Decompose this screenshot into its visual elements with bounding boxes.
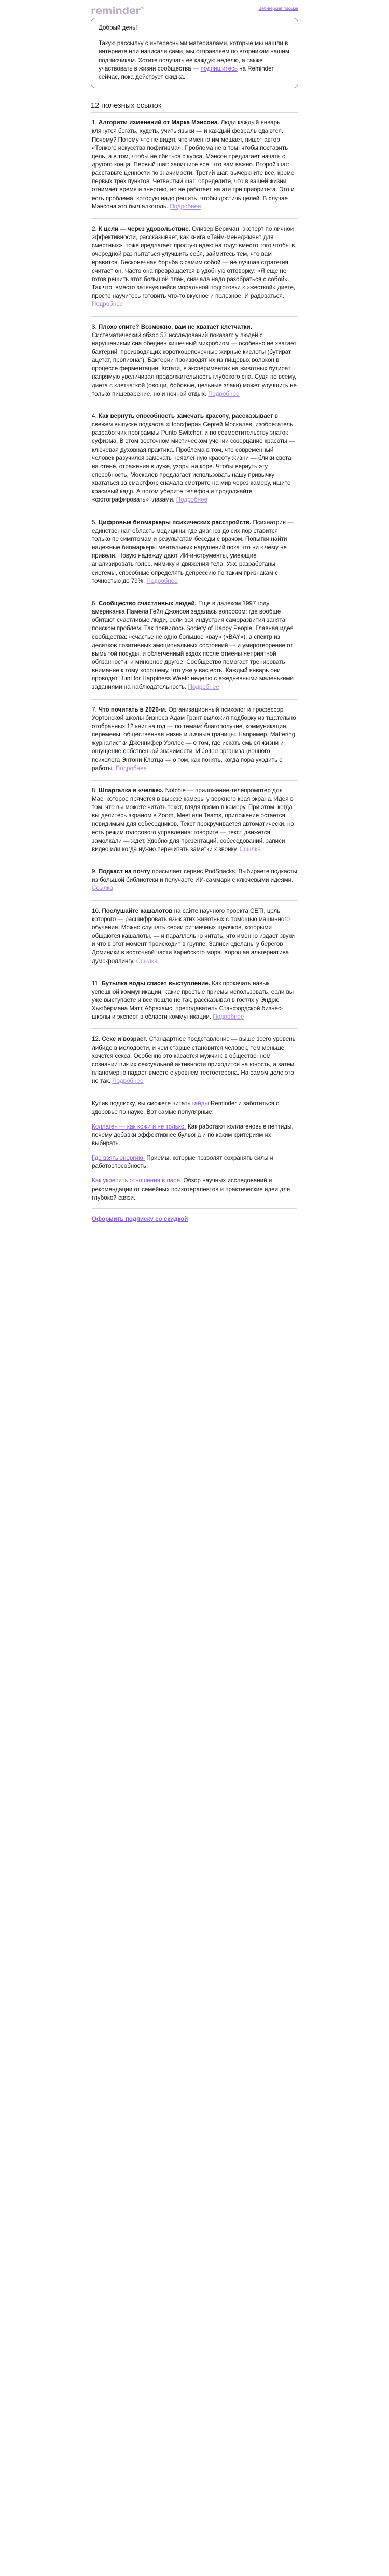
top-bar — [91, 0, 298, 16]
item-source-link[interactable]: Подробнее — [170, 203, 201, 210]
guide-text: Как работают коллагеновые пептиды, почему добавки эффективнее бульона и по каким критериям их выбирать. — [92, 1123, 294, 1147]
asterisk-icon: * — [140, 5, 144, 12]
item-number: 1. — [92, 119, 97, 127]
intro-text: Такую рассылку с интересными материалами, которые мы нашли в интернете или написали сами, мы отправляем по вторникам нашим подписчикам. Хотите получать ее каждую неделю, а также участвовать в жизни сообщества — подпишитесь на Reminder сейчас, пока действует скидка. — [99, 40, 289, 81]
item-number: 11. — [92, 980, 100, 987]
greeting: Добрый день! — [99, 24, 137, 31]
item-number: 10. — [92, 907, 101, 914]
intro-box — [91, 18, 298, 88]
guide-item — [92, 1123, 297, 1148]
item-title: Алгоритм изменений от Марка Мэнсона. — [98, 119, 219, 127]
item-text: Стандартное представление — выше всего уровень либидо в молодости, и чем старше становится человек, тем меньше хочется секса. Особенно это касается мужчин: в общественном сознании пик их сексуальной активности приходится на юность, а затем планомерно падает вместе с уровнем тестостерона. На самом деле это не так. — [92, 1036, 296, 1085]
guide-text: Приемы, которые позволят сохранять силы и работоспособность. — [92, 1154, 274, 1170]
item-source-link[interactable]: Ссылка — [92, 885, 114, 892]
list-item — [91, 112, 298, 218]
item-title: Бутылка воды спасет выступление. — [101, 980, 210, 987]
divider — [92, 1208, 297, 1209]
list-item — [91, 316, 298, 406]
item-number: 8. — [92, 787, 97, 794]
outro-section — [91, 1093, 298, 1223]
list-item — [91, 780, 298, 861]
guide-text: Обзор научных исследований и рекомендации от семейных психотерапевтов и практические идеи для глубокой связи. — [92, 1177, 290, 1201]
item-text: Систематический обзор 53 исследований показал: у людей с нарушениями сна обеднен кишечный микробиом — особенно не хватает бактерий, производящих короткоцепочечные жирные кислоты (бутират, ацетат, пропионат). Бактерии производят их из пищевых волокон в процессе ферментации. Кстати, в экспериментах на животных бутират напрямую увеличивал продолжительность глубокого сна. Судя по всему, диета с клетчаткой (овощи, бобовые, цельные злаки) может улучшить не только пищеварение, но и ночной отдых. — [92, 331, 297, 397]
item-title: Секс и возраст. — [102, 1036, 148, 1043]
item-number: 9. — [92, 868, 97, 875]
guides-list — [92, 1123, 297, 1202]
item-source-link[interactable]: Подробнее — [92, 301, 123, 308]
item-source-link[interactable]: Подробнее — [146, 577, 178, 584]
subscribe-cta-link[interactable]: Оформить подписку со скидкой — [92, 1215, 188, 1222]
item-title: Послушайте кашалотов — [102, 907, 173, 914]
item-text: на сайте научного проекта CETI, цель которого — расшифровать язык этих животных с помощью машинного обучения. Можно слушать серии ритмичных щелчков, которыми общаются кашалоты, — и параллельно читать, что именно издает звуки и что в этот момент происходит в группе. Записи сделаны у берегов Доминики в восточной части Карибского моря. Хорошая альтернатива думскроллингу. — [92, 907, 295, 965]
list-item — [91, 861, 298, 900]
item-number: 6. — [92, 600, 97, 607]
guide-link[interactable]: Где взять энергию. — [92, 1154, 145, 1162]
item-text: Психиатрия — единственная область медицины, где диагноз до сих пор ставится только по симптомам и результатам беседы с врачом. Попытки найти надежные биомаркеры ментальных нарушений пока что ни к чему не привели. Новую надежду дают ИИ-инструменты, умеющие анализировать голос, мимику и движения тела. Уже разработаны системы, способные определять депрессию по таким признакам с точностью до 79%. — [92, 519, 294, 584]
subscribe-link[interactable]: подпишитесь — [200, 65, 238, 72]
web-version-link[interactable]: Веб-версия письма — [258, 6, 298, 11]
guide-link[interactable]: Как укрепить отношения в паре. — [92, 1177, 182, 1185]
item-title: Подкаст на почту — [98, 868, 150, 875]
item-text: Еще в далеком 1997 году американка Памела Гейл Джонсон задалась вопросом: где вообще обитают счастливые люди, если вся индустрия саморазвития занята поиском проблем. Так появилось Society of Happy People. Главная идея сообщества: «счастье не одно большое «вау» («BAY»), а спектр из десятков позитивных эмоциональных состояний — и умиротворение от вымытой посуды, и облегченный вздох после отмены неприятной обязанности, и минорное другое. Сообщество помогает тренировать внимание к тому хорошему, что уже у вас есть. Каждый январь они проводят Hunt for Happiness Week: неделю с ежедневными маленькими заданиями на наблюдательность. — [92, 600, 294, 691]
item-source-link[interactable]: Подробнее — [213, 1013, 244, 1021]
list-item — [91, 218, 298, 316]
item-text: Люди каждый январь клянутся бегать, худеть, учить языки — и каждый февраль сдаются. Почему? Потому что не видят, что именно им мешает, пишет автор «Тонкого искусства пофигизма». Проблема не в том, чтобы поставить цель, а в том, чтобы не сбиться с курса. Мэнсон предлагает начать с другого конца. Первый шаг: запишите все, что вам важно. Второй шаг: расставьте ценности по значимости. Третий шаг: вычеркните все, кроме первых трех пунктов. Четвертый шаг: определите, что в вашей жизни отнимает время и энергию, но не работает на эти три приоритета. Это и есть проблема, которую надо решить, чтобы достичь целей. В случае Мэнсона это был алкоголь. — [92, 119, 295, 210]
item-source-link[interactable]: Подробнее — [112, 1078, 144, 1085]
item-source-link[interactable]: Ссылка — [136, 957, 158, 965]
item-number: 3. — [92, 323, 97, 330]
list-item — [91, 593, 298, 699]
links-list — [91, 112, 298, 1093]
item-text: Notchie — приложение-телепромптер для Mac, которое прячется в вырезе камеры у верхнего края экрана. Идея в том, что вы можете читать текст, глядя прямо в камеру. При этом, когда вы делитесь экраном в Zoom, Meet или Teams, приложение остается невидимым для собеседников. Текст прокручивается автоматически, но есть режим голосового управления: говорите — текст движется, замолкали — ждет. Удобно для презентаций, собеседований, записи видео или когда нужно перечитать заметки к звонку. — [92, 787, 294, 853]
item-text: присылает сервис PodSnacks. Выбираете подкасты из большой библиотеки и получаете ИИ-саммари с ключевыми идеями. — [92, 868, 297, 884]
item-title: К цели — через удовольствие. — [98, 225, 190, 232]
item-text: в свежем выпуске подкаста «Ноосфера» Сергей Москалев, изобретатель, разработчик программы Punto Switcher, и по совместительству знаток суфизма. В этом восточном мистическом учении созерцание красоты — ключевая духовная практика. Проблема в том, что современный человек разучился замечать неявленную красоту жизни — блики света на стене, отражения в луже, узоры на коре. Чтобы вернуть эту способность, Москалев предлагает использовать нашу привычку хвататься за смартфон: сначала смотрите на мир через камеру, ищите красивый кадр. А потом уберите телефон и продолжайте «фотографировать» глазами. — [92, 412, 295, 504]
item-title: Что почитать в 2026-м. — [98, 706, 167, 713]
brand-logo[interactable]: reminder* — [91, 5, 144, 17]
list-item — [91, 900, 298, 973]
item-source-link[interactable]: Подробнее — [188, 684, 219, 691]
list-item — [91, 973, 298, 1029]
outro-text: Купив подписку, вы сможете читать гайды Reminder и заботиться о здоровье по науке. Вот самые популярные: — [92, 1100, 280, 1116]
item-title: Плохо спите? Возможно, вам не хватает клетчатки. — [98, 323, 252, 330]
list-item — [91, 1028, 298, 1093]
item-title: Цифровые биомаркеры психических расстройств. — [98, 519, 252, 526]
item-title: Сообщество счастливых людей. — [98, 600, 197, 607]
item-number: 4. — [92, 412, 97, 420]
item-text: Оливер Беркман, эксперт по личной эффективности, рассказывает, как книга «Тайм-менеджмент для смертных», тоже предлагает простую идею на году: вместо того чтобы в очередной раз пытаться улучшить себя, займитесь тем, что вам нравится. Бесконечная борьба с самим собой — не лучшая стратегия, считает он. Часто она превращается в удобную отговорку: «Я еще не готов решить этот большой план, сначала надо разобраться с собой». Так что, вместо затянувшейся моральной подготовки к «жесткой» диете, просто научитесь готовить что-то вкусное и полезное. И радоваться. — [92, 225, 296, 300]
item-source-link[interactable]: Подробнее — [176, 496, 207, 504]
item-source-link[interactable]: Подробнее — [208, 390, 240, 397]
list-item — [91, 699, 298, 780]
item-title: Шпаргалка в «челке». — [98, 787, 164, 794]
guide-item — [92, 1177, 297, 1202]
item-number: 2. — [92, 225, 97, 232]
item-number: 12. — [92, 1036, 101, 1043]
item-source-link[interactable]: Ссылка — [239, 845, 261, 853]
item-number: 5. — [92, 519, 97, 526]
email-container — [91, 0, 298, 1223]
list-item — [91, 406, 298, 512]
guide-link[interactable]: Коллаген — как кожи и не только. — [92, 1123, 186, 1130]
list-item — [91, 512, 298, 593]
item-text: Как прокачать навык успешной коммуникации, какие простые приемы использовать, если вы уже выступаете и все пошло не так, рассказывал в гостях у Эндрю Хьюберманa Мэтт Абрахамс, преподаватель Стэнфордской бизнес-школы и эксперт в области коммуникации. — [92, 980, 294, 1021]
section-title: 12 полезных ссылок — [91, 102, 162, 110]
item-source-link[interactable]: Подробнее — [115, 764, 147, 772]
item-title: Как вернуть способность замечать красоту, рассказывает — [98, 412, 273, 420]
item-text: Организационный психолог и профессор Уортонской школы бизнеса Адам Грант выложил подборку из тщательно отобранных 12 книг на год — по темам: благополучие, коммуникации, перемены, общественная жизнь и личные границы. Например, Mattering журналистки Дженнифер Уоллес — о том, где искать смысл жизни и ощущение собственной значимости. И Jolted организационного психолога Энтони Клотца — о том, как понять, когда пора уходить с работы. — [92, 706, 296, 772]
item-number: 7. — [92, 706, 97, 713]
guide-item — [92, 1154, 297, 1171]
guides-link[interactable]: гайды — [192, 1100, 209, 1107]
